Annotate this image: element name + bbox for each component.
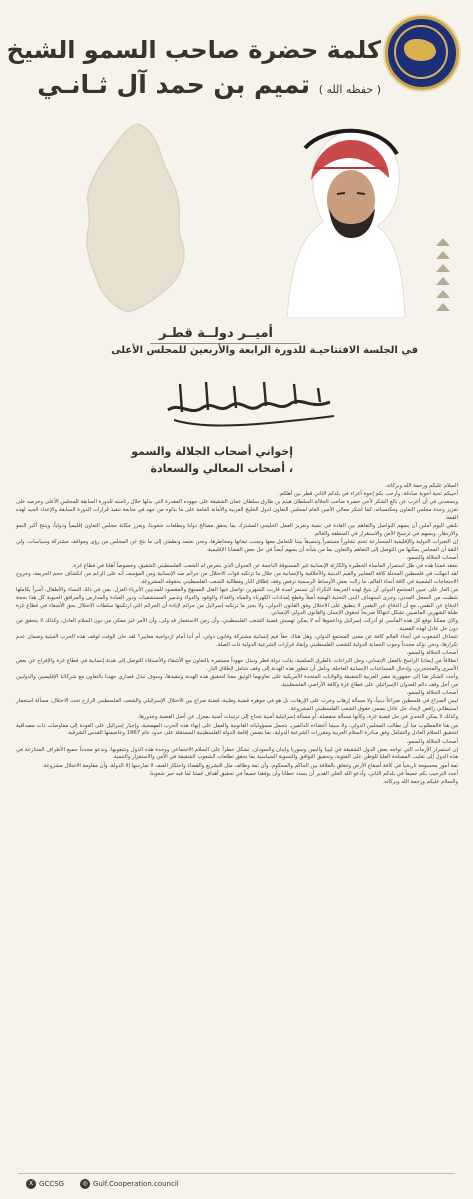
speech-paragraph: وكذلك لا يمكن التحدي في حل قضية غزة، وكأنها مسألة منفصلة، أو مسألة إسرائيلية أمنية تحتاج إلى ترتيبات أمنية بمعزل عن أصل القضية وجذورها.: [137, 714, 458, 721]
speech-paragraph: أحييكم تحية أخوية صادقة، وأرحب بكم إخوة أعزاء في بلدكم الثاني قطر بين أهلكم.: [278, 491, 458, 498]
speech-paragraph: ليس الصراع في فلسطين صراعاً دينياً، ولا مسألة إرهاب وحرب على الإرهاب، بل هو في جوهره قضية وطنية، قضية صراع بين الاحتلال الإسرائيلي والشعب الفلسطيني الرازح تحت الاحتلال، مسألة استعمار استيطاني رافض لإيجاد حل عادل يضمن حقوق الشعب الفلسطيني المشروعة.: [16, 698, 458, 713]
speech-paragraph: أجدد الترحيب بكم جميعاً في بلدكم الثاني، وأدعو الله العلي القدير أن يسدد خطانا وأن يوفقنا جميعاً في تحقيق أهداف قمتنا لما فيه خير شعوبنا.: [148, 770, 458, 777]
caption-amir: أميــر دولــة قطـر: [159, 326, 273, 341]
speech-paragraph: من هنا فالمطلوب منا أن نطالب المجلس الدولي، ولا سيما أعضاءه الدائمين، بتحمل مسؤولياته القانونية والعمل على إنهاء هذه الحرب المهمجية، وإجبار إسرائيل على العودة إلى مفاوضات ذات مصداقية لتحقيق السلام العادل والشامل وفق مبادرة السلام العربية ومقررات الشرعية الدولية، بما يضمن إقامة الدولة الفلسطينية المستقلة على حدود عام 1967 وعاصمتها القدس الشرقية.: [16, 722, 458, 737]
speech-paragraph: تتساءل الشعوب في أنحاء العالم كافة عن معنى المجتمع الدولي، وهل هناك حقاً قيم إنسانية مشتركة وقانون دولي، أم أننا أمام ازدواجية معايير؟ لقد حان الوقت لوقف هذه الحرب العبثية وضمان عدم تكرارها، ونحن نؤكد مجدداً وجوب الحماية الدولية للشعب الفلسطيني وإنفاذ قرارات الشرعية الدولية ذات الصلة.: [16, 634, 458, 649]
emblem-map-icon: [404, 39, 436, 61]
instagram-logo-icon: ◎: [80, 1179, 90, 1189]
instagram-handle-link[interactable]: [80, 1179, 179, 1189]
footer-divider: [18, 1173, 455, 1174]
page-title-line1: كلمة حضرة صاحب السمو الشيخ: [6, 36, 381, 64]
chevron-up-icon: [436, 290, 450, 298]
chevron-up-icon: [436, 251, 450, 259]
speech-paragraph: وكان ممكناً توقع كل هذه المآسي لو أدركت إسرائيل وداعموها أنه لا يمكن تهميش قضية الشعب الفلسطيني، وأن زمن الاستعمار قد ولى، وأن الأمر غير ممكن من دون السلام العادل، وكذلك لا يتحقق من دون حل عادل لهذه القضية.: [16, 618, 458, 633]
chevron-up-icon: [436, 277, 450, 285]
speech-body: [16, 483, 458, 787]
footer: [0, 1165, 473, 1199]
speech-paragraph: نلتقي اليوم آملين أن يسهم التواصل والتفاهم بين القادة في تنمية وتعزيز العمل الخليجي المشترك بما يحقق مصالح دولنا وتطلعات شعوبنا، ويعزز مكانة مجلس التعاون إقليمياً ودولياً، وينتج أكبر النمو والازدهار، ويسهم في ترسيخ الأمن والاستقرار في المنطقة والعالم.: [16, 523, 458, 537]
speech-paragraph: من العار على جبين المجتمع الدولي أن يتيح لهذه الجريمة النكراء أن تستمر لمدة قاربت الشهرين تواصل فيها القتل الممنهج والمقصود للمدنيين الأبرياء العزل، بمن في ذلك النساء والأطفال، أسراً بكاملها شطبت من السجل المدني، وجرى استهداف البنى التحتية الهشة أصلاً وقطع إمدادات الكهرباء والمياه والغذاء والوقود والدواء وتدمير المستشفيات ودور العبادة والمدارس والمرافق الحيوية كل هذا بحجة الدفاع عن النفس، مع أن الدفاع عن النفس لا ينطبق على الاحتلال وفق القانون الدولي، ولا يجيز ما ترتكبه إسرائيل من جرائم لإبادة أن الجرائم التي ارتكبتها سلطات الاحتلال بحق الأشقاء في قطاع غزة طيلة الشهرين الماضيين تشكل انتهاكاً صريحاً لحقوق الإنسان والقانون الدولي الإنساني.: [16, 587, 458, 617]
amir-portrait: [265, 118, 425, 318]
chevron-stack: [432, 238, 454, 316]
gcc-emblem-icon: [385, 16, 459, 90]
speech-paragraph: إن التغيرات الدولية والإقليمية المتسارعة تحتم تشاوراً مستمراً وتنسيقاً بيننا للتعامل معها وتجنب تبعاتها ومخاطرها، ونحن نعتمد ونطمئن إلى ما نتج عن المجلس من رؤى ومواقف مشتركة وسياسات، ولي الثقة أن المجلس يمكنها من التوصل إلى التفاهم والتعاون بما من شأنه أن يسهم أيضاً في حل بعض القضايا الإقليمية.: [16, 538, 458, 553]
chevron-up-icon: [436, 238, 450, 246]
basmala-calligraphy: [160, 372, 340, 432]
speech-paragraph: أصحاب الجلالة والسمو،: [406, 650, 458, 657]
x-logo-icon: X: [26, 1179, 36, 1189]
chevron-up-icon: [436, 264, 450, 272]
title-honorific: ( حفظه الله ): [318, 83, 381, 96]
speech-paragraph: إن استمرار الأزمات التي تواجه بعض الدول الشقيقة في ليبيا واليمن وسوريا ولبنان والسودان، تشكل خطراً على السلام الاجتماعي ووحدة هذه الدول وشعوبها، وندعو مجدداً جميع الأطراف المتنازعة في هذه الدول إلى تغليب المصلحة العليا للوطن على الفئوية، وتحقيق التوافق والتسوية السياسية بما يحقق تطلعات الشعوب الشقيقة في الأمن والاستقرار والتنمية.: [16, 746, 458, 761]
greeting-line2: ، أصحاب المعالي والسعادة: [150, 462, 293, 475]
caption-session: في الجلسة الافتتاحيـة للدورة الرابعة والأربعين للمجلس الأعلى: [111, 345, 418, 356]
page-title-line2: [37, 70, 381, 99]
x-handle-link[interactable]: [26, 1179, 64, 1189]
speech-paragraph: أصحاب الجلالة والسمو،: [406, 554, 458, 561]
speech-paragraph: تنعقد قمتنا هذه في ظل استمرار المأساة الخطيرة والكارثة الإنسانية غير المسبوقة الناجمة عن العدوان الذي يتعرض له الشعب الفلسطيني الشقيق، وخصوصاً أهلنا في قطاع غزة.: [71, 563, 458, 570]
qatar-map-icon: [70, 118, 200, 318]
x-handle: GCCSG: [39, 1180, 65, 1188]
speech-paragraph: ويسعدني في أن أعرب عن بالغ الشكر لأخي حضرة صاحب الجلالة السلطان هيثم بن طارق سلطان عمان الشقيقة على جهوده المقدرة التي بذلها خلال رئاسته للدورة السابقة للمجلس الأعلى وحرصه على تعزيز وحدة مجلس التعاون ومكتسباته، كما أشكر معالي الأمين العام لمجلس التعاون لدول الخليج العربية والأمانة العامة على ما بذلوه من جهد في متابعة تنفيذ قرارات الدورة السابقة والإعداد الجيد لهذه القمة.: [16, 499, 458, 521]
speech-paragraph: انطلاقاً من إيماننا الراسخ بالعمل الإنساني، وحل النزاعات بالطرق السلمية، بذلت دولة قطر وتبذل جهوداً مستمرة بالتعاون مع الأشقاء والأصدقاء للتوصل إلى هدنة إنسانية في قطاع غزة والإفراج عن بعض الأسرى والمحتجزين، وإدخال المساعدات الإنسانية العاجلة، ونأمل أن تتطور هذه الهدنة إلى وقف شامل لإطلاق النار.: [16, 658, 458, 673]
speech-paragraph: وأجدد الشكر هنا إلى جمهورية مصر العربية الشقيقة والولايات المتحدة الأمريكية على تعاونهما الوثيق معنا لتحقيق هذه الهدنة وتنفيذها، وسوف نبذل قصارى جهدنا بالتعاون مع شركائنا الإقليميين والدوليين من أجل وقف دائم للعدوان الإسرائيلي على قطاع غزة وكافة الأراضي الفلسطينية.: [16, 674, 458, 689]
speech-paragraph: أصحاب الجلالة والسمو،: [406, 690, 458, 697]
title-name: تميم بن حمد آل ثـانـي: [37, 70, 310, 99]
instagram-handle: Gulf.Cooperation.council: [93, 1180, 179, 1188]
speech-paragraph: ثمة أمور محسومة تاريخياً في كافة أصقاع الأرض وتتعلق بالعلاقة بين الحاكم والمحكوم، وأن ثمة وظائف مثل التشريع والقضاء واحتكار العنف لا تمارسها إلا الدولة، وأن مقاومة الاحتلال مشروعة.: [42, 762, 458, 769]
caption-divider: [150, 343, 300, 344]
speech-paragraph: والسلام عليكم ورحمة الله وبركاته.: [382, 779, 458, 786]
speech-paragraph: لقد انتهكت في فلسطين المحتلة كافة المعايير والقيم الدينية والأخلاقية والإنسانية من خلال ما ترتكبه قوات الاحتلال من جرائم ضد الإنسانية ومن المؤسف أنه على الرغم من انكشاف حجم الجريمة، وخروج الاحتجاجات الشعبية في كافة أنحاء العالم، ما زالت بعض الأوساط الرسمية ترفض وقف إطلاق النار ومطالبة الشعب الفلسطيني بحقوقه المشروعة.: [16, 571, 458, 585]
greeting-line1: إخواني أصحاب الجلالة والسمو: [131, 445, 293, 458]
chevron-up-icon: [436, 303, 450, 311]
speech-paragraph: أصحاب الجلالة والسمو،: [406, 738, 458, 745]
speech-paragraph: السلام عليكم ورحمة الله وبركاته،: [384, 483, 458, 489]
